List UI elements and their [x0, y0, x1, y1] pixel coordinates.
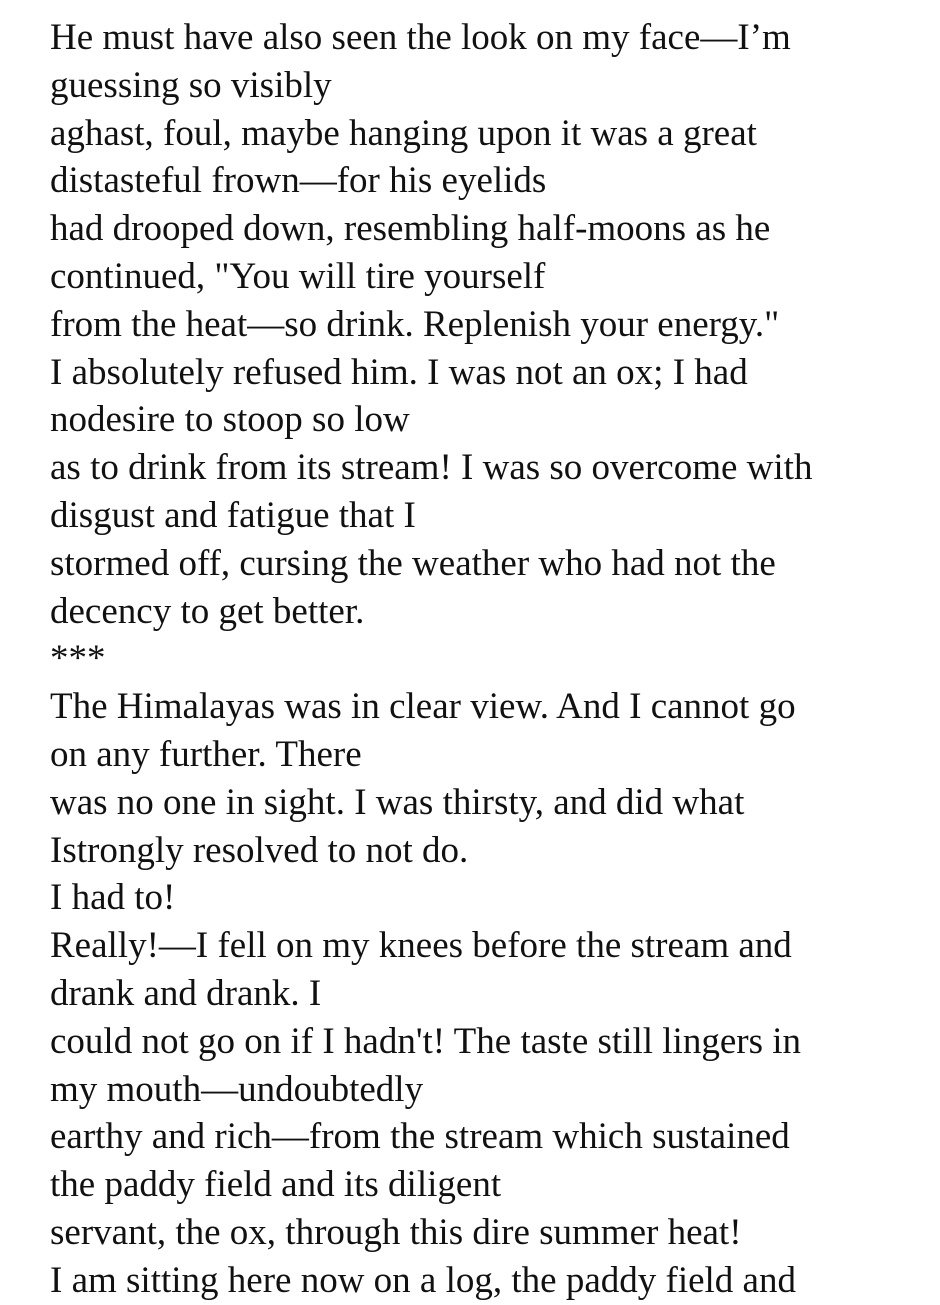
text-line: on any further. There — [50, 733, 362, 775]
text-line: as to drink from its stream! I was so overcome with — [50, 447, 813, 489]
text-line: disgust and fatigue that I — [50, 494, 416, 536]
text-line: my mouth—undoubtedly — [50, 1068, 424, 1110]
text-line: the paddy field and its diligent — [50, 1164, 502, 1206]
text-line: was no one in sight. I was thirsty, and did what — [50, 781, 745, 823]
text-line: Istrongly resolved to not do. — [50, 829, 469, 871]
text-line: stormed off, cursing the weather who had not the — [50, 542, 776, 584]
text-line: could not go on if I hadn't! The taste still lingers in — [50, 1020, 802, 1062]
text-line: earthy and rich—from the stream which sustained — [50, 1116, 790, 1158]
text-line: He must have also seen the look on my face—I’m — [50, 17, 791, 58]
text-line: from the heat—so drink. Replenish your energy." — [50, 303, 780, 345]
text-line: I had to! — [50, 877, 176, 919]
section-break: *** — [50, 638, 106, 680]
text-line: guessing so visibly — [50, 64, 332, 106]
text-line: I absolutely refused him. I was not an ox; I had — [50, 351, 748, 393]
text-line: servant, the ox, through this dire summer heat! — [50, 1211, 742, 1253]
text-line: decency to get better. — [50, 590, 365, 632]
document-page — [50, 14, 930, 1305]
text-line: nodesire to stoop so low — [50, 399, 410, 441]
text-line: aghast, foul, maybe hanging upon it was a great — [50, 112, 757, 154]
text-line: I am sitting here now on a log, the paddy field and — [50, 1259, 796, 1301]
text-line: Really!—I fell on my knees before the stream and — [50, 925, 792, 967]
text-line: distasteful frown—for his eyelids — [50, 160, 547, 202]
text-line: drank and drank. I — [50, 972, 322, 1014]
text-line: The Himalayas was in clear view. And I cannot go — [50, 686, 796, 728]
text-line: continued, "You will tire yourself — [50, 255, 546, 297]
text-line: had drooped down, resembling half-moons as he — [50, 208, 771, 250]
